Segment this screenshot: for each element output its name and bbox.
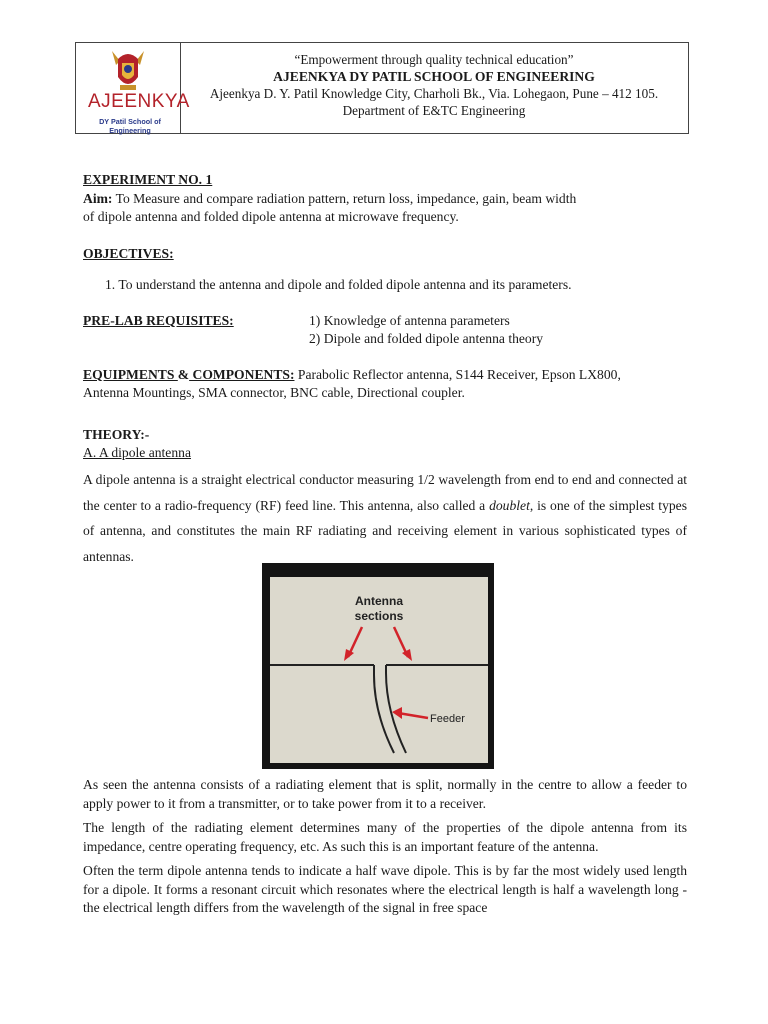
- prelab-heading: PRE-LAB REQUISITES:: [83, 313, 234, 328]
- logo-wordmark: AJEENKYA: [88, 91, 190, 112]
- letterhead: [75, 42, 689, 134]
- aim-line-2: of dipole antenna and folded dipole antenna at microwave frequency.: [83, 209, 459, 224]
- crest-icon: [106, 47, 150, 93]
- theory-heading: THEORY:-: [83, 427, 150, 442]
- theory-paragraph-3: The length of the radiating element determines many of the properties of the dipole antenna from its impedance, centre operating frequency, etc. As such this is an important feature of the antenna.: [83, 820, 687, 854]
- objective-item-1: 1. To understand the antenna and dipole and folded dipole antenna and its parameters.: [105, 277, 572, 292]
- aim-label: Aim:: [83, 191, 113, 206]
- theory-subheading: A. A dipole antenna: [83, 445, 191, 460]
- prelab-item-1: 1) Knowledge of antenna parameters: [309, 313, 510, 328]
- equipment-line-2: Antenna Mountings, SMA connector, BNC cable, Directional coupler.: [83, 385, 465, 400]
- objectives-heading: OBJECTIVES:: [83, 246, 174, 261]
- department: Department of E&TC Engineering: [342, 103, 526, 118]
- equipment-heading-a: EQUIPMENTS: [83, 367, 178, 382]
- aim-line-1: [83, 191, 576, 207]
- address: Ajeenkya D. Y. Patil Knowledge City, Charholi Bk., Via. Lohegaon, Pune – 412 105.: [209, 86, 659, 101]
- theory-paragraph-2: As seen the antenna consists of a radiating element that is split, normally in the centre to allow a feeder to apply power to it from a transmitter, or to take power from it to a receiver.: [83, 777, 687, 811]
- theory-p1-text-a: A dipole antenna is a straight electrical conductor measuring 1/2 wavelength from end to end and connected at the center to a radio-frequency (RF) feed line. This antenna, also called a: [83, 472, 687, 513]
- theory-p1-text-b: , is one of the simplest types of antenna, and constitutes the main RF radiating and receiving element in various sophisticated types of antennas.: [83, 497, 687, 564]
- figure-label-feeder: Feeder: [430, 713, 465, 725]
- school-name: AJEENKYA DY PATIL SCHOOL OF ENGINEERING: [273, 69, 595, 84]
- aim-text-1: To Measure and compare radiation pattern, return loss, impedance, gain, beam width: [112, 191, 577, 206]
- prelab-item-2: 2) Dipole and folded dipole antenna theory: [309, 331, 544, 346]
- figure-label-sections: sections: [354, 609, 404, 623]
- experiment-title: EXPERIMENT NO. 1: [83, 172, 213, 187]
- equipment-text-1: Parabolic Reflector antenna, S144 Receiver, Epson LX800,: [294, 367, 621, 382]
- equipment-heading-b: COMPONENTS:: [189, 367, 295, 382]
- letterhead-text: [180, 51, 688, 119]
- theory-paragraph-1: [83, 467, 687, 569]
- dipole-antenna-figure: [262, 563, 494, 769]
- theory-paragraph-4: Often the term dipole antenna tends to indicate a half wave dipole. This is by far the most widely used length for a dipole. It forms a resonant circuit which resonates where the electrical length is half a wavelength long - the electrical length differs from the wavelength of the signal in free space: [83, 863, 687, 915]
- logo-subtitle: DY Patil School of Engineering: [99, 117, 161, 135]
- equipment-line-1: [83, 367, 621, 383]
- theory-p1-emphasis: doublet: [489, 497, 530, 513]
- figure-label-antenna: Antenna: [355, 594, 403, 608]
- motto: “Empowerment through quality technical education”: [294, 52, 574, 67]
- equipment-heading-amp: &: [177, 367, 190, 382]
- dipole-diagram: [262, 563, 494, 769]
- institution-logo: [76, 43, 190, 135]
